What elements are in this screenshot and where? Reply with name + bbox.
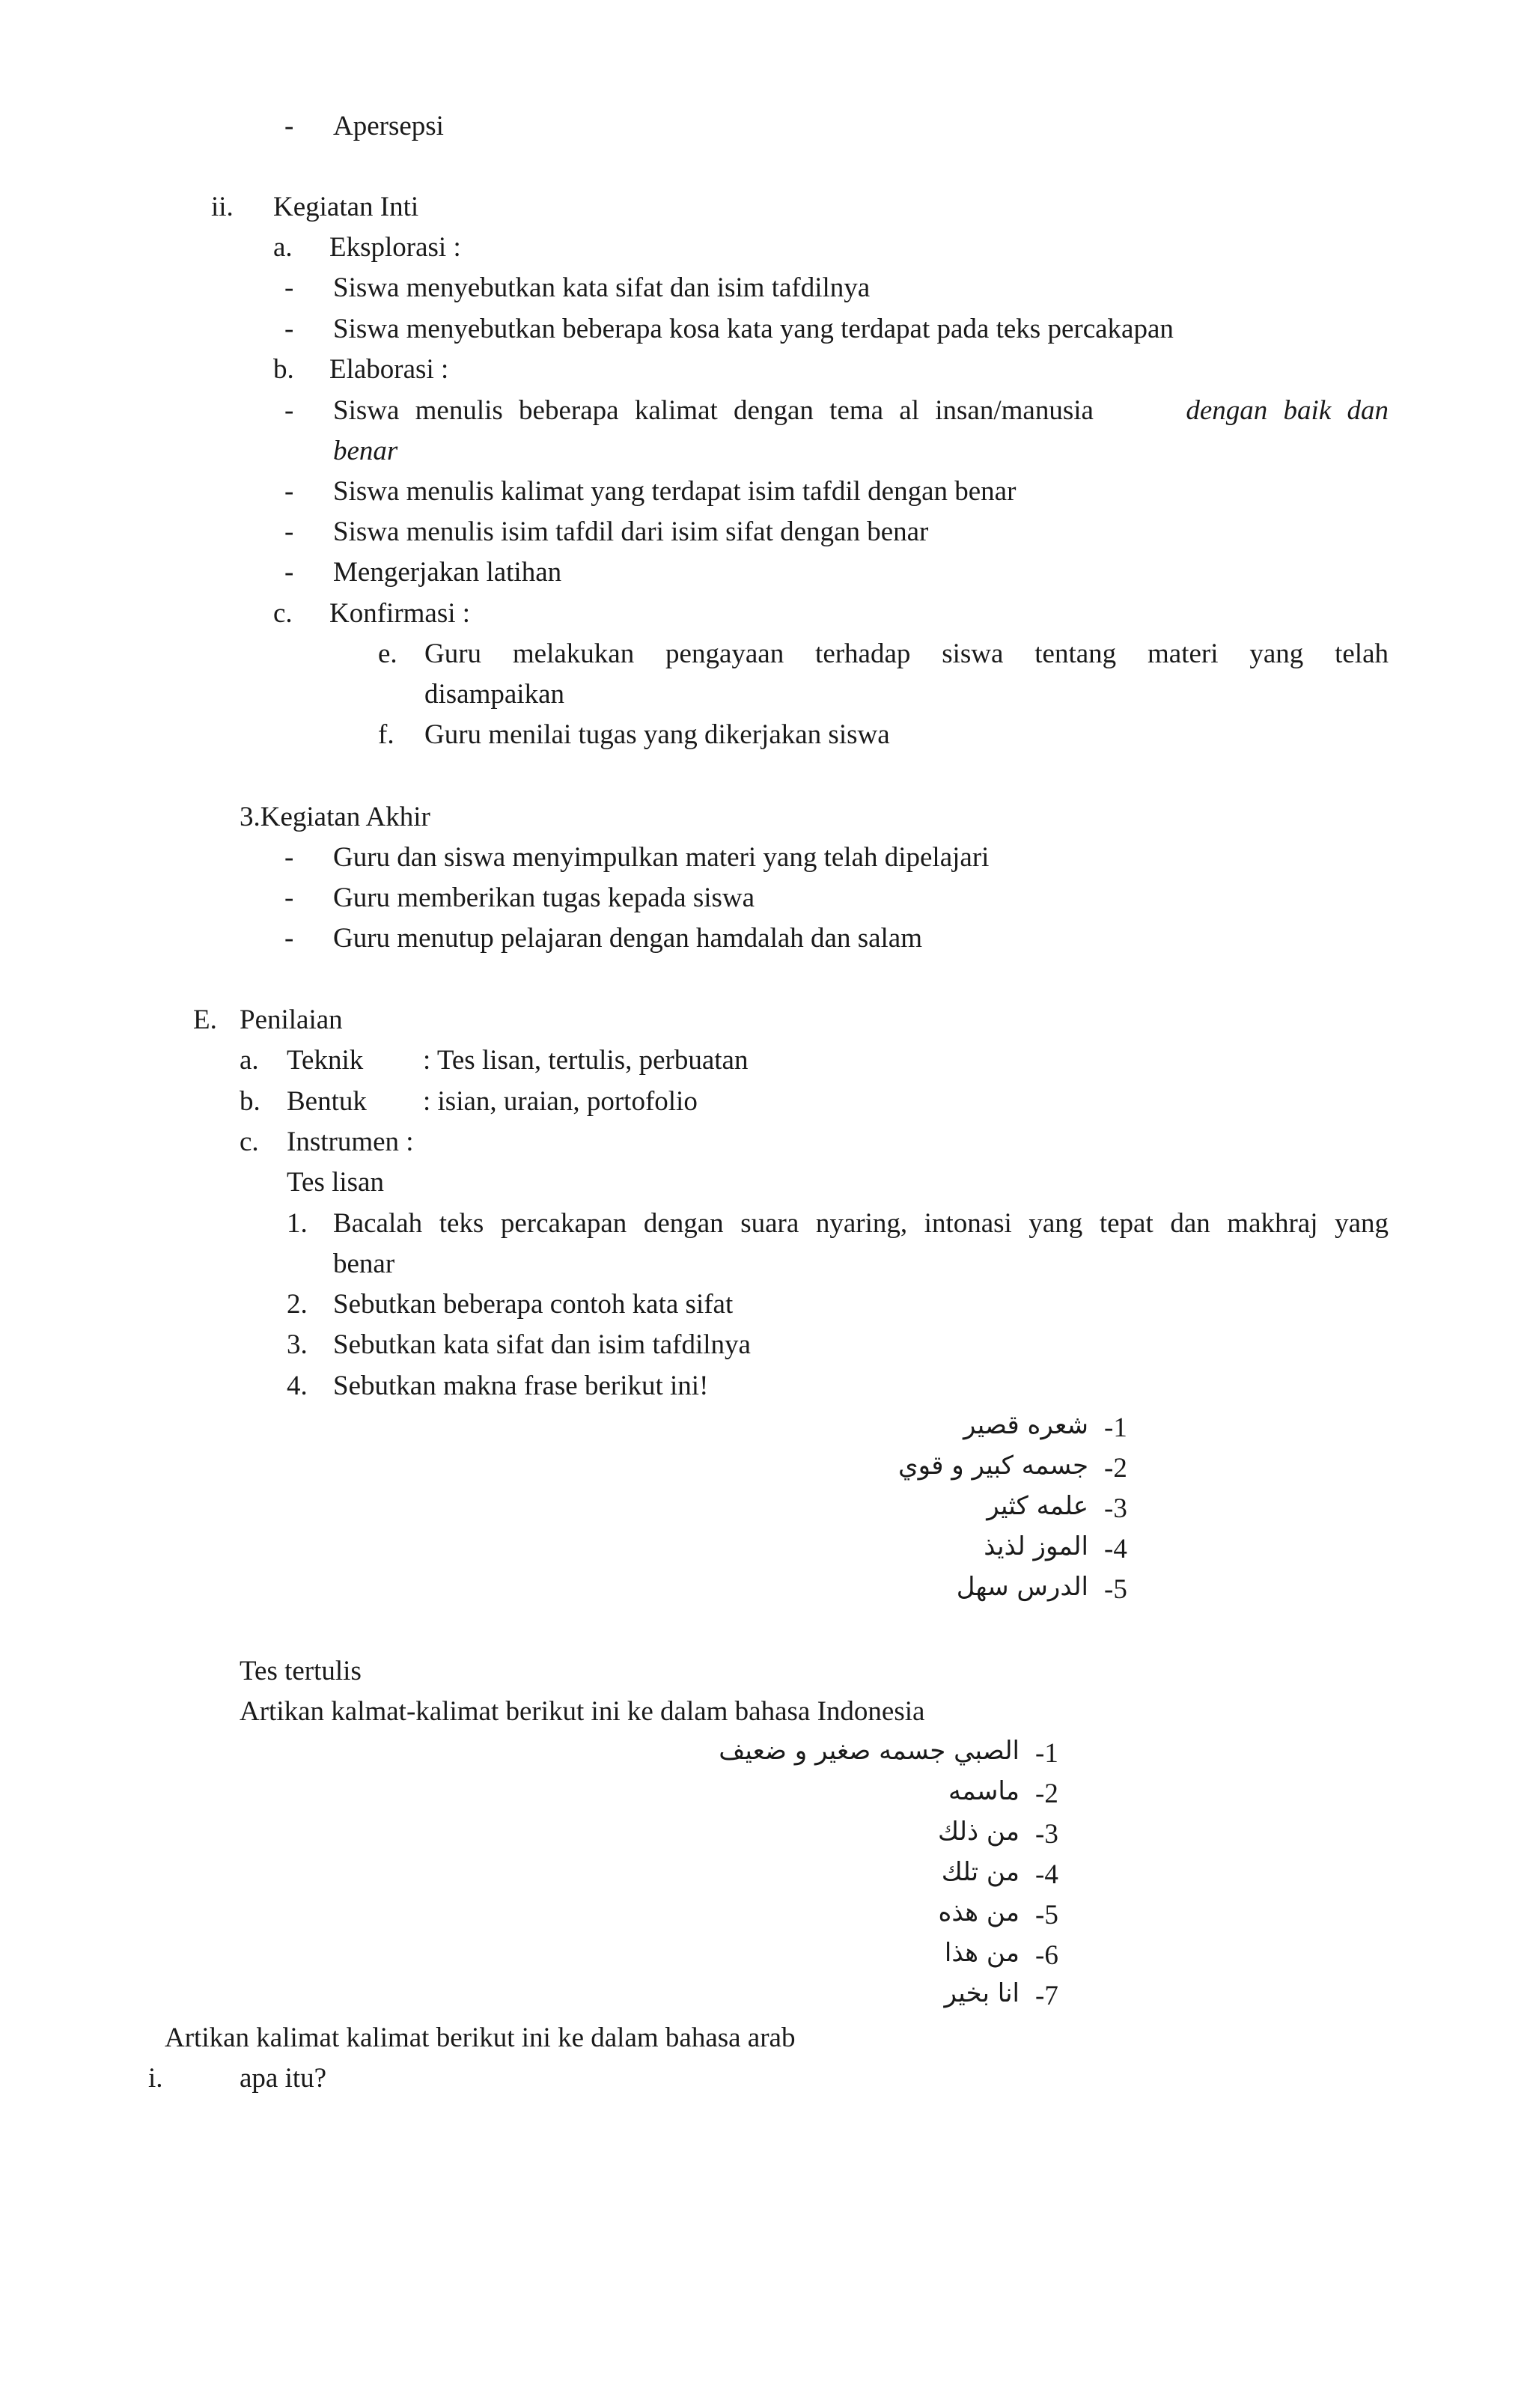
list-label: f.	[378, 719, 394, 750]
arabic-phrase: من ذلك	[937, 1817, 1020, 1847]
list-label: b.	[240, 1086, 260, 1117]
list-item: Guru menilai tugas yang dikerjakan siswa	[424, 719, 890, 750]
list-item-italic-continued: benar	[333, 436, 398, 466]
bullet-dash: -	[284, 395, 294, 426]
list-item: Guru memberikan tugas kepada siswa	[333, 883, 755, 913]
instruction-text: Artikan kalimat kalimat berikut ini ke dalam bahasa arab	[165, 2023, 796, 2053]
list-item: Siswa menyebutkan kata sifat dan isim tafdilnya	[333, 272, 871, 303]
list-number: 4.	[287, 1371, 308, 1401]
list-label: e.	[378, 638, 397, 669]
section-title-penilaian: Penilaian	[240, 1005, 343, 1035]
arabic-phrase: الصبي جسمه صغير و ضعيف	[719, 1736, 1020, 1766]
bullet-dash: -	[284, 111, 294, 141]
bullet-dash: -	[284, 314, 294, 344]
apersepsi-text: Apersepsi	[333, 111, 444, 141]
list-item: Siswa menulis isim tafdil dari isim sifat dengan benar	[333, 516, 929, 547]
instruction-text: Artikan kalmat-kalimat berikut ini ke dalam bahasa Indonesia	[240, 1696, 925, 1727]
list-item: apa itu?	[240, 2063, 327, 2094]
arabic-phrase: انا بخير	[944, 1978, 1020, 2008]
arabic-phrase: الدرس سهل	[956, 1572, 1088, 1602]
list-item: Guru menutup pelajaran dengan hamdalah dan salam	[333, 923, 922, 954]
list-item-continued: benar	[333, 1249, 395, 1279]
list-label: a.	[240, 1045, 259, 1076]
bullet-dash: -	[284, 272, 294, 303]
bentuk-value: : isian, uraian, portofolio	[423, 1086, 698, 1117]
list-item: Guru melakukan pengayaan terhadap siswa tentang materi yang telah	[424, 638, 1389, 669]
list-item-italic: dengan baik dan	[1186, 395, 1389, 426]
arabic-phrase: شعره قصير	[963, 1410, 1088, 1440]
arabic-phrase: من هذه	[938, 1898, 1020, 1927]
arabic-item-number: -3	[1104, 1493, 1127, 1524]
teknik-value: : Tes lisan, tertulis, perbuatan	[423, 1045, 749, 1076]
arabic-item-number: -5	[1104, 1574, 1127, 1605]
arabic-item-number: -7	[1035, 1981, 1058, 2011]
list-number: 1.	[287, 1208, 308, 1239]
list-item: Guru dan siswa menyimpulkan materi yang telah dipelajari	[333, 842, 990, 873]
arabic-phrase: جسمه كبير و قوي	[898, 1451, 1088, 1481]
arabic-item-number: -1	[1104, 1412, 1127, 1443]
bullet-dash: -	[284, 923, 294, 954]
subheading-tes-lisan: Tes lisan	[287, 1167, 384, 1198]
subsection-label: c.	[273, 598, 293, 629]
subsection-title-konfirmasi: Konfirmasi :	[329, 598, 471, 629]
subsection-label: b.	[273, 354, 294, 385]
arabic-phrase: علمه كثير	[987, 1491, 1088, 1521]
list-item: Bacalah teks percakapan dengan suara nyaring, intonasi yang tepat dan makhraj yang	[333, 1208, 1389, 1239]
list-item-text: Siswa menulis beberapa kalimat dengan tema al insan/manusia	[333, 395, 1094, 426]
arabic-item-number: -3	[1035, 1819, 1058, 1850]
bullet-dash: -	[284, 557, 294, 588]
arabic-phrase: من هذا	[944, 1938, 1020, 1968]
list-item: Sebutkan kata sifat dan isim tafdilnya	[333, 1329, 751, 1360]
arabic-phrase: من تلك	[941, 1857, 1020, 1887]
subsection-label: a.	[273, 232, 293, 263]
list-number: 3.	[287, 1329, 308, 1360]
list-label: i.	[148, 2063, 163, 2094]
arabic-item-number: -1	[1035, 1738, 1058, 1769]
list-label: c.	[240, 1127, 259, 1157]
subheading-tes-tertulis: Tes tertulis	[240, 1656, 362, 1686]
arabic-phrase: ماسمه	[948, 1776, 1020, 1806]
list-item: Siswa menulis kalimat yang terdapat isim tafdil dengan benar	[333, 476, 1017, 507]
instrumen-key: Instrumen :	[287, 1127, 414, 1157]
arabic-item-number: -6	[1035, 1940, 1058, 1971]
list-item: Mengerjakan latihan	[333, 557, 562, 588]
arabic-item-number: -4	[1104, 1534, 1127, 1564]
bullet-dash: -	[284, 883, 294, 913]
list-item: Siswa menyebutkan beberapa kosa kata yang terdapat pada teks percakapan	[333, 314, 1174, 344]
subsection-title-eksplorasi: Eksplorasi :	[329, 232, 461, 263]
subsection-title-elaborasi: Elaborasi :	[329, 354, 449, 385]
list-item: Sebutkan makna frase berikut ini!	[333, 1371, 709, 1401]
bullet-dash: -	[284, 842, 294, 873]
section-label: E.	[193, 1005, 217, 1035]
arabic-item-number: -2	[1104, 1453, 1127, 1484]
section-number: ii.	[211, 192, 234, 222]
section-title-kegiatan-inti: Kegiatan Inti	[273, 192, 419, 222]
list-number: 2.	[287, 1289, 308, 1320]
arabic-item-number: -2	[1035, 1778, 1058, 1809]
section-title-kegiatan-akhir: 3.Kegiatan Akhir	[240, 802, 430, 832]
bentuk-key: Bentuk	[287, 1086, 367, 1117]
arabic-item-number: -5	[1035, 1900, 1058, 1930]
arabic-item-number: -4	[1035, 1859, 1058, 1890]
list-item	[333, 397, 1389, 424]
bullet-dash: -	[284, 476, 294, 507]
list-item-continued: disampaikan	[424, 679, 565, 710]
teknik-key: Teknik	[287, 1045, 364, 1076]
list-item: Sebutkan beberapa contoh kata sifat	[333, 1289, 734, 1320]
arabic-phrase: الموز لذيذ	[984, 1531, 1088, 1561]
bullet-dash: -	[284, 516, 294, 547]
